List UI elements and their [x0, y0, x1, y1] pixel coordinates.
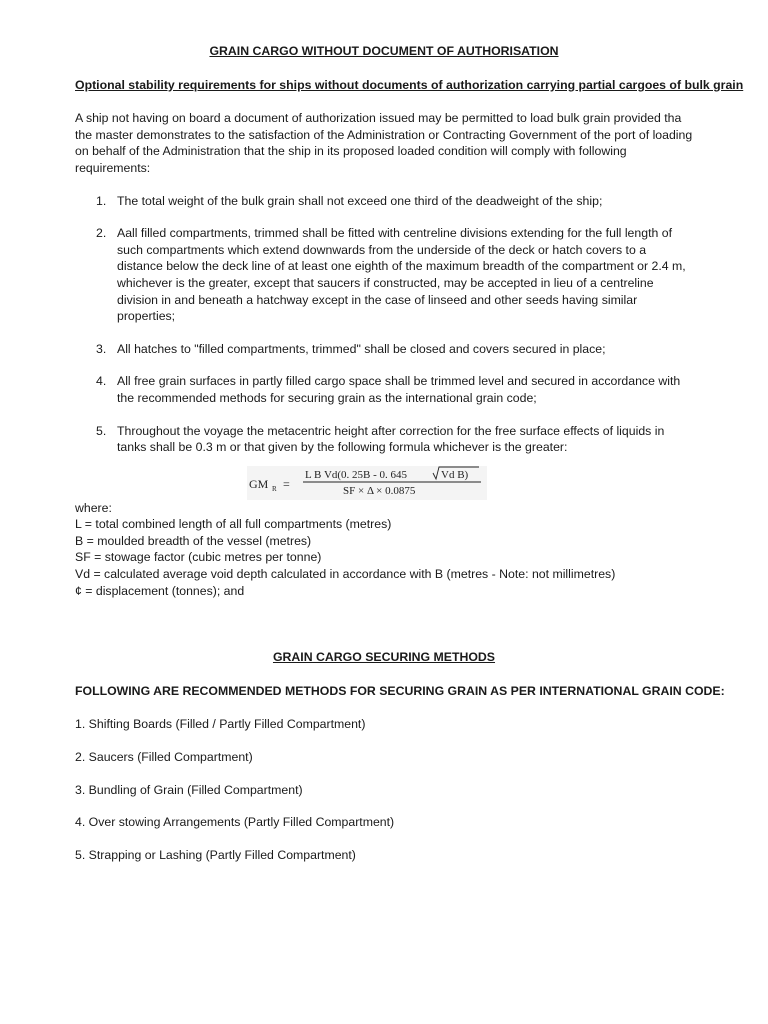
requirements-list	[75, 193, 693, 456]
method-item: 5. Strapping or Lashing (Partly Filled Compartment)	[75, 847, 356, 862]
intro-paragraph: A ship not having on board a document of authorization issued may be permitted to load bulk grain provided tha the master demonstrates to the satisfaction of the Administration or Contracting Government of the port of loading on behalf of the Administration that the ship in its proposed loaded condition will comply with following requirements:	[75, 111, 693, 175]
document-title: GRAIN CARGO WITHOUT DOCUMENT OF AUTHORISATION	[209, 44, 559, 58]
method-item: 1. Shifting Boards (Filled / Partly Filled Compartment)	[75, 717, 366, 732]
requirement-text: Aall filled compartments, trimmed shall be fitted with centreline divisions extending for the full length of such compartments which extend downwards from the underside of the deck or hatch covers to a distance below the deck line of at least one eighth of the maximum breadth of the compartment or 2.4 m, whichever is the greater, except that saucers if constructed, may be accepted in lieu of a centreline division in and beneath a hatchway except in the case of linseed and other seeds having similar properties;	[117, 226, 686, 324]
requirement-item	[75, 193, 693, 210]
requirement-text: All free grain surfaces in partly filled cargo space shall be trimmed level and secured in accordance with the recommended methods for securing grain as the international grain code;	[117, 374, 681, 405]
method-item: 4. Over stowing Arrangements (Partly Filled Compartment)	[75, 815, 395, 830]
formula-numerator-a: L B Vd(0. 25B - 0. 645	[305, 468, 408, 481]
securing-section-title: GRAIN CARGO SECURING METHODS	[272, 650, 496, 665]
requirement-item	[75, 373, 693, 406]
definition-line: ¢ = displacement (tonnes); and	[75, 583, 245, 598]
formula-denominator: SF × Δ × 0.0875	[343, 484, 416, 497]
gm-formula	[247, 466, 487, 500]
requirement-text: All hatches to "filled compartments, trimmed" shall be closed and covers secured in place;	[117, 341, 606, 356]
requirement-text: The total weight of the bulk grain shall not exceed one third of the deadweight of the ship;	[117, 193, 603, 208]
requirement-number: 5.	[96, 423, 107, 438]
formula-lhs-subscript: R	[272, 484, 277, 493]
requirement-number: 1.	[96, 193, 107, 208]
definition-line: L = total combined length of all full compartments (metres)	[75, 517, 392, 532]
requirement-number: 3.	[96, 341, 107, 356]
gm-formula-graphic	[247, 466, 487, 500]
formula-numerator-b: Vd B)	[441, 468, 469, 481]
where-label: where:	[75, 500, 112, 515]
requirement-number: 4.	[96, 374, 107, 389]
formula-equals: =	[283, 476, 290, 491]
requirement-item	[75, 423, 693, 456]
document-subtitle: Optional stability requirements for ships without documents of authorization carrying partial cargoes of bulk grain	[75, 77, 744, 92]
variable-definitions	[75, 500, 693, 600]
securing-methods-list	[75, 716, 693, 863]
securing-section-subtitle: FOLLOWING ARE RECOMMENDED METHODS FOR SECURING GRAIN AS PER INTERNATIONAL GRAIN CODE:	[75, 683, 725, 698]
method-item: 2. Saucers (Filled Compartment)	[75, 750, 253, 765]
definition-line: B = moulded breadth of the vessel (metres)	[75, 533, 312, 548]
requirement-item	[75, 341, 693, 358]
requirement-item	[75, 225, 693, 325]
requirement-number: 2.	[96, 226, 107, 241]
formula-lhs: GM	[249, 476, 269, 491]
document-page	[75, 43, 744, 879]
definition-line: SF = stowage factor (cubic metres per tonne)	[75, 550, 322, 565]
method-item: 3. Bundling of Grain (Filled Compartment)	[75, 782, 303, 797]
requirement-text: Throughout the voyage the metacentric height after correction for the free surface effects of liquids in tanks shall be 0.3 m or that given by the following formula whichever is the greater:	[117, 423, 665, 455]
definition-line: Vd = calculated average void depth calculated in accordance with B (metres - Note: not millimetres)	[75, 567, 616, 582]
